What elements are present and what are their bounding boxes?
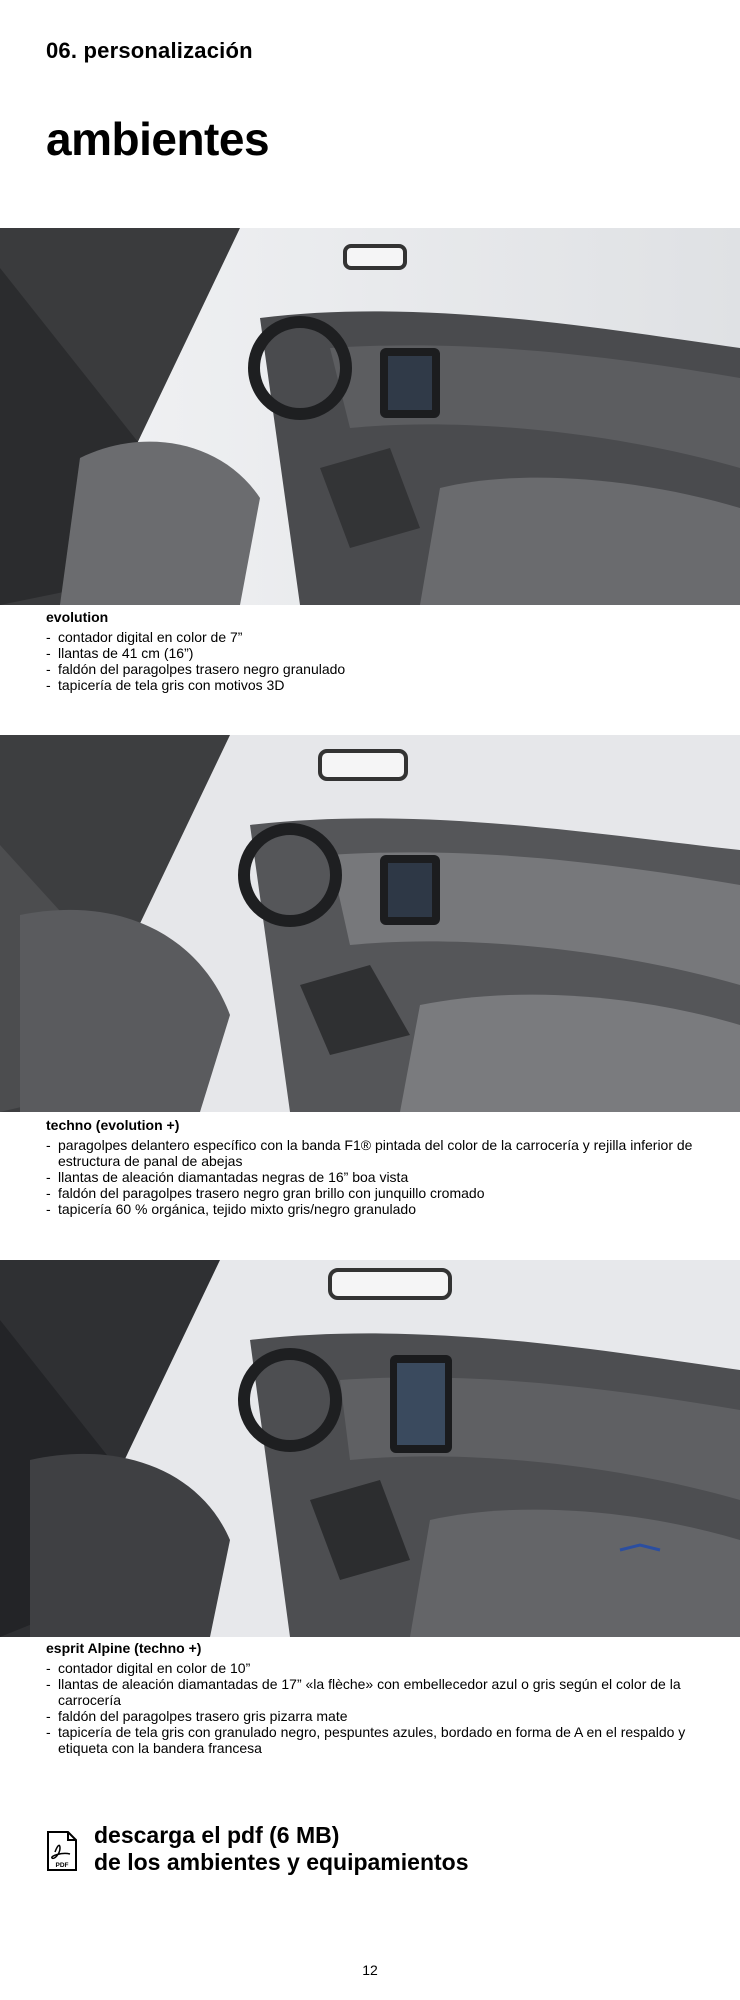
section-kicker: 06. personalización: [46, 38, 253, 63]
trim-name: techno (evolution +): [46, 1117, 180, 1133]
feature-item: - llantas de 41 cm (16”): [46, 645, 706, 661]
svg-text:PDF: PDF: [55, 1862, 69, 1869]
trim-esprit-alpine: [46, 1640, 706, 1756]
feature-item: - tapicería 60 % orgánica, tejido mixto gris/negro granulado: [46, 1201, 706, 1217]
feature-item: - llantas de aleación diamantadas negras de 16” boa vista: [46, 1169, 706, 1185]
download-line-2[interactable]: de los ambientes y equipamientos: [94, 1849, 469, 1875]
feature-item: - faldón del paragolpes trasero gris pizarra mate: [46, 1708, 706, 1724]
trim-techno: [46, 1117, 706, 1217]
interior-image-techno: [0, 735, 740, 1112]
page-title: ambientes: [46, 113, 270, 165]
interior-image-esprit-alpine: [0, 1260, 740, 1637]
download-pdf-link[interactable]: [46, 1822, 666, 1892]
feature-item: - llantas de aleación diamantadas de 17” «la flèche» con embellecedor azul o gris según el color de la carrocería: [46, 1676, 706, 1708]
feature-item: - faldón del paragolpes trasero negro granulado: [46, 661, 706, 677]
pdf-icon: [46, 1830, 78, 1872]
feature-item: - tapicería de tela gris con motivos 3D: [46, 677, 706, 693]
download-text[interactable]: [94, 1822, 469, 1876]
feature-list: [46, 1137, 706, 1217]
feature-item: - contador digital en color de 10”: [46, 1660, 706, 1676]
page-number: 12: [362, 1962, 378, 1978]
feature-item: - contador digital en color de 7”: [46, 629, 706, 645]
trim-name: evolution: [46, 609, 109, 625]
trim-name: esprit Alpine (techno +): [46, 1640, 202, 1656]
interior-image-evolution: [0, 228, 740, 605]
feature-item: - faldón del paragolpes trasero negro gran brillo con junquillo cromado: [46, 1185, 706, 1201]
trim-evolution: [46, 609, 706, 693]
feature-list: [46, 629, 706, 693]
feature-item: - paragolpes delantero específico con la banda F1® pintada del color de la carrocería y rejilla inferior de estructura de panal de abejas: [46, 1137, 706, 1169]
feature-item: - tapicería de tela gris con granulado negro, pespuntes azules, bordado en forma de A en el respaldo y etiqueta con la bandera francesa: [46, 1724, 706, 1756]
feature-list: [46, 1660, 706, 1756]
download-line-1[interactable]: descarga el pdf (6 MB): [94, 1822, 340, 1848]
